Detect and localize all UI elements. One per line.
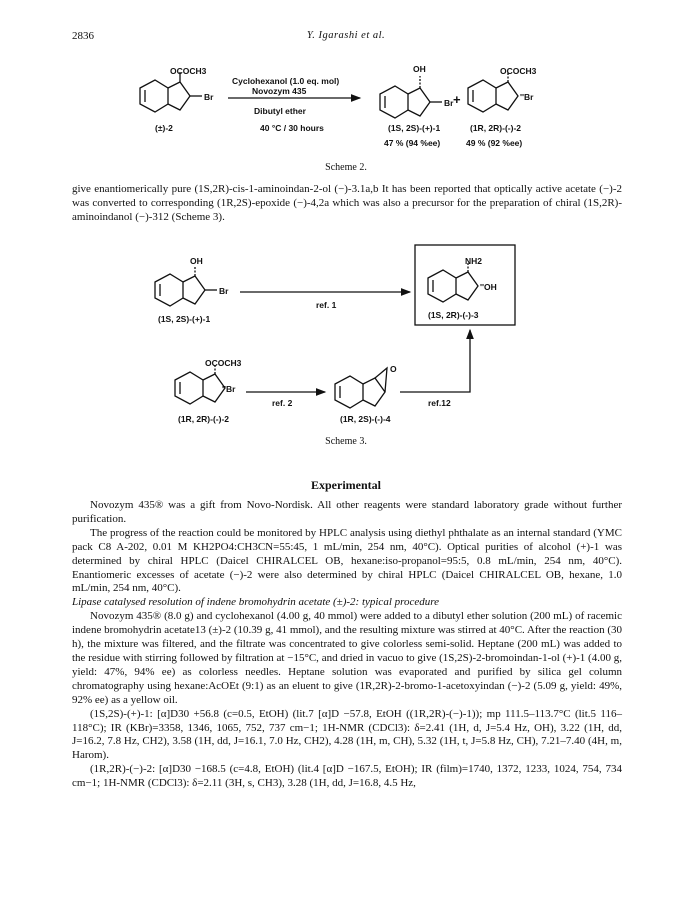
indane-structure-sm bbox=[140, 72, 202, 112]
paragraph-intro: give enantiomerically pure (1S,2R)-cis-1-aminoindan-2-ol (−)-3.1a,b It has been reported that optically active acetate (−)-2 was converted to corresponding (1R,2S)-epoxide (−)-4,2a which was also a precursor for the preparation of chiral (1S,2R)-aminoindanol (−)-312 (Scheme 3). bbox=[72, 183, 622, 223]
s3-b-group: NH2 bbox=[465, 256, 483, 266]
indane-structure-s3-1 bbox=[155, 266, 217, 306]
exp-subhead: Lipase catalysed resolution of indene bromohydrin acetate (±)-2: typical procedure bbox=[72, 596, 440, 609]
s2-sm-group: OCOCH3 bbox=[170, 66, 207, 76]
s3-a-label: (1S, 2S)-(+)-1 bbox=[158, 314, 211, 324]
s2-p1-sub: Br bbox=[444, 98, 454, 108]
section-title: Experimental bbox=[311, 478, 381, 492]
s2-p2-sub: ''Br bbox=[520, 92, 534, 102]
page-number: 2836 bbox=[72, 30, 94, 42]
s2-sm-label: (±)-2 bbox=[155, 123, 173, 133]
s2-reagent-2: Novozym 435 bbox=[252, 86, 307, 96]
s2-reagent-1: Cyclohexanol (1.0 eq. mol) bbox=[232, 76, 340, 86]
s3-b-label: (1S, 2R)-(-)-3 bbox=[428, 310, 479, 320]
s2-p1-label: (1S, 2S)-(+)-1 bbox=[388, 123, 441, 133]
indane-structure-p2 bbox=[468, 72, 518, 112]
experimental-body bbox=[72, 499, 622, 791]
s2-p2-label: (1R, 2R)-(-)-2 bbox=[470, 123, 521, 133]
s3-d-sub: O bbox=[390, 364, 397, 374]
s3-ref12: ref.12 bbox=[428, 398, 451, 408]
s3-a-group: OH bbox=[190, 256, 203, 266]
s2-p1-group: OH bbox=[413, 64, 426, 74]
exp-paragraph-5: (1R,2R)-(−)-2: [α]D30 −168.5 (c=4.8, EtOH) (lit.4 [α]D −167.5, EtOH); IR (film)=1740, 1372, 1233, 1024, 754, 734 cm−1; 1H-NMR (CDCl3): δ=2.11 (3H, s, CH3), 3.28 (1H, dd, J=16.8, 4.5 Hz, bbox=[72, 763, 622, 790]
s2-p2-yield: 49 % (92 %ee) bbox=[466, 138, 523, 148]
indane-structure-s3-2 bbox=[175, 364, 225, 404]
s2-reagent-4: 40 °C / 30 hours bbox=[260, 123, 324, 133]
s3-a-sub: Br bbox=[219, 286, 229, 296]
s3-c-label: (1R, 2R)-(-)-2 bbox=[178, 414, 229, 424]
indane-structure-s3-3 bbox=[428, 262, 478, 302]
running-title: Y. Igarashi et al. bbox=[306, 30, 386, 41]
s3-c-sub: ''Br bbox=[222, 384, 236, 394]
indane-structure-s3-4 bbox=[335, 368, 387, 408]
arrow-ref12 bbox=[400, 330, 470, 392]
exp-paragraph-3: Novozym 435® (8.0 g) and cyclohexanol (4.00 g, 40 mmol) were added to a dibutyl ether solution (200 mL) of racemic indene bromohydrin acetate13 (±)-2 (10.39 g, 41 mmol), and the resulting mixture was stirred at 40°C. After the reaction (30 h), the mixture was filtered, and the filtrate was concentrated to give colorless semi-solid. Heptane (200 mL) was added to the residue with stirring followed by filtration at −15°C, and dried in vacuo to give (1S,2S)-2-bromoindan-1-ol (+)-1 (4.00 g, yield: 47%, 94% ee) as colorless needles. Heptane solution was evaporated and purified by silica gel column chromatography using hexane:AcOEt (9:1) as an eluent to give (1R,2R)-2-bromo-1-acetoxyindan (−)-2 (5.09 g, yield: 49%, 92% ee) as a yellow oil. bbox=[72, 610, 622, 706]
s3-d-label: (1R, 2S)-(-)-4 bbox=[340, 414, 391, 424]
scheme3-caption: Scheme 3. bbox=[325, 436, 367, 447]
s2-plus: + bbox=[453, 92, 461, 107]
scheme2-caption: Scheme 2. bbox=[325, 162, 367, 173]
s2-sm-sub: Br bbox=[204, 92, 214, 102]
s3-ref1: ref. 1 bbox=[316, 300, 337, 310]
s2-reagent-3: Dibutyl ether bbox=[254, 106, 306, 116]
indane-structure-p1 bbox=[380, 76, 442, 118]
exp-paragraph-4: (1S,2S)-(+)-1: [α]D30 +56.8 (c=0.5, EtOH) (lit.7 [α]D −57.8, EtOH ((1R,2R)-(−)-1)); mp 111.5–113.7°C (lit.5 116–118°C); IR (KBr)=3358, 1346, 1065, 752, 737 cm−1; 1H-NMR (CDCl3): δ=2.41 (1H, d, J=5.4 Hz, OH), 3.22 (1H, dd, J=16.2, 7.8 Hz, CH2), 3.58 (1H, dd, J=16.1, 7.0 Hz, CH2), 4.28 (1H, m, CH), 5.32 (1H, t, J=5.8 Hz, CH), 7.21–7.40 (4H, m, Harom). bbox=[72, 707, 622, 762]
s3-c-group: OCOCH3 bbox=[205, 358, 242, 368]
s2-p2-group: OCOCH3 bbox=[500, 66, 537, 76]
s3-b-sub: ''OH bbox=[480, 282, 497, 292]
exp-paragraph-1: Novozym 435® was a gift from Novo-Nordisk. All other reagents were standard laboratory grade without further purification. bbox=[72, 499, 622, 525]
exp-paragraph-2: The progress of the reaction could be monitored by HPLC analysis using diethyl phthalate as an internal standard (YMC pack C8 A-202, 0.01 M KH2PO4:CH3CN=55:45, 1 mL/min, 254 nm, 40°C). Optical purities of alcohol (+)-1 was determined by chiral HPLC (Daicel CHIRALCEL OB, hexane:iso-propanol=95:5, 0.8 mL/min, 254 nm, 40°C). Enantiomeric excesses of acetate (−)-2 were also determined by chiral HPLC (Daicel CHIRALCEL OB, hexane, 1.0 mL/min, 254 nm, 40°C). bbox=[72, 526, 622, 595]
s2-p1-yield: 47 % (94 %ee) bbox=[384, 138, 441, 148]
s3-ref2: ref. 2 bbox=[272, 398, 293, 408]
